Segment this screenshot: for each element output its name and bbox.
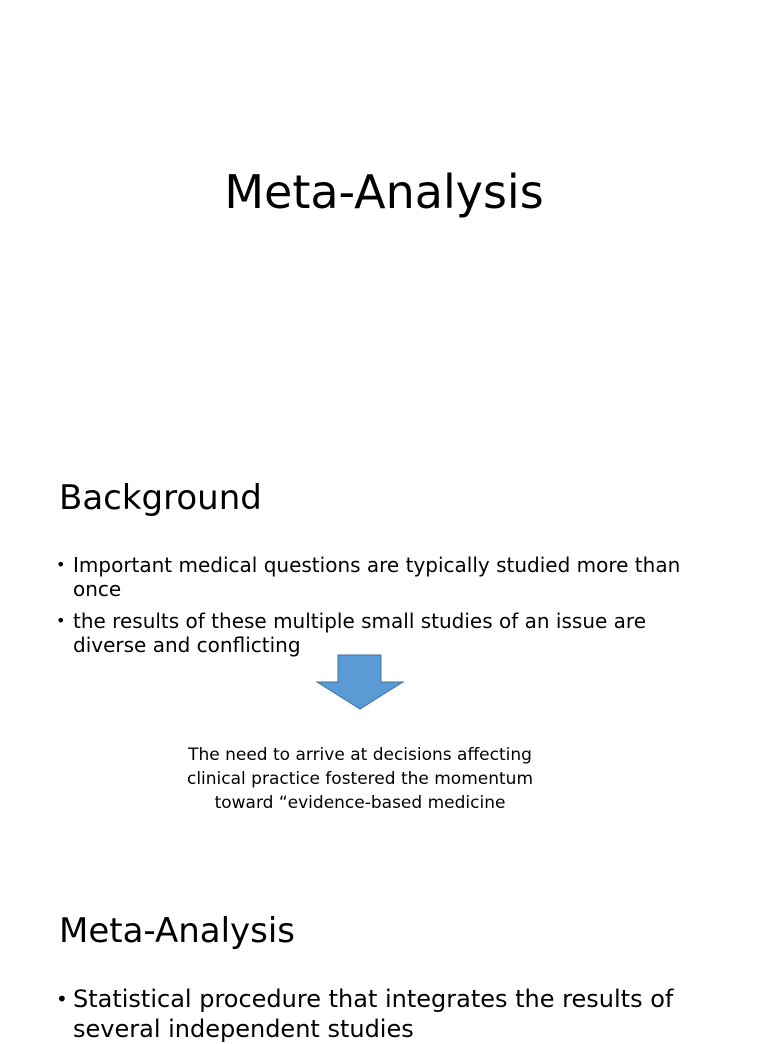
slide-title: [0, 0, 768, 432]
slide-heading: Meta-Analysis: [59, 911, 296, 951]
bullet-text: the results of these multiple small studies of an issue are diverse and conflicting: [73, 609, 647, 657]
down-arrow-icon: [316, 654, 404, 710]
callout-text: [130, 743, 590, 815]
bullet-item: [56, 553, 706, 601]
callout-line: The need to arrive at decisions affecting: [188, 745, 532, 765]
bullet-glyph: •: [56, 555, 66, 574]
callout-line: toward “evidence-based medicine: [214, 793, 506, 813]
bullet-list: [56, 553, 706, 665]
slide-meta-analysis: [0, 864, 768, 1043]
bullet-glyph: •: [56, 611, 66, 630]
bullet-item: [56, 609, 706, 657]
slide-heading: Background: [59, 478, 262, 518]
bullet-item: [56, 984, 706, 1044]
slide-background: [0, 432, 768, 864]
bullet-text: Statistical procedure that integrates the results of several independent studies: [73, 985, 674, 1043]
slide-title-text: Meta-Analysis: [224, 165, 544, 219]
bullet-list: [56, 984, 706, 1044]
callout-line: clinical practice fostered the momentum: [186, 769, 534, 789]
bullet-text: Important medical questions are typically studied more than once: [73, 553, 681, 601]
bullet-glyph: •: [56, 987, 68, 1011]
